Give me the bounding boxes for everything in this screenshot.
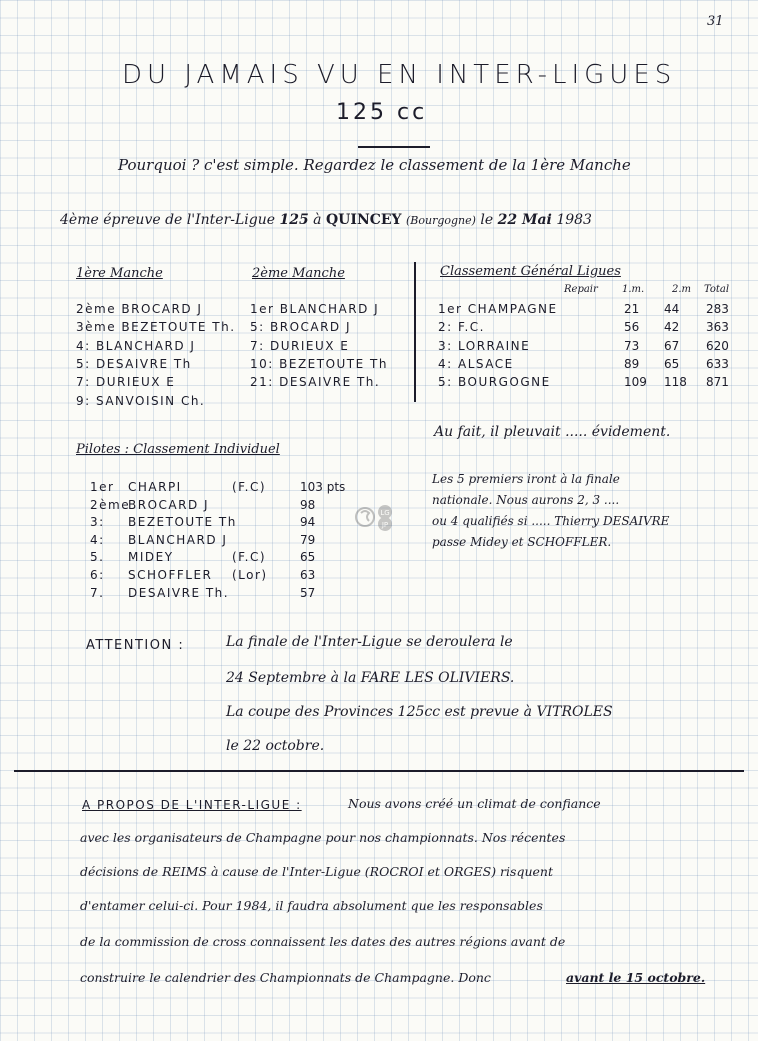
qualify-line: ou 4 qualifiés si ..... Thierry DESAIVRE [432,514,670,528]
pilot-name: BEZETOUTE Th [128,515,237,530]
pilot-points: 103 pts [300,480,346,494]
event-region: (Bourgogne) [406,214,476,227]
svg-text:JP: JP [381,521,389,529]
manche1-row: 4: BLANCHARD J [76,338,196,353]
pilot-rank: 5. [90,550,105,565]
manche2-row: 10: BEZETOUTE Th [250,356,388,371]
qualify-line: Les 5 premiers iront à la finale [432,472,620,486]
pilot-club: (Lor) [232,568,268,582]
title-divider [358,146,430,148]
pilot-points: 63 [300,568,316,582]
general-col-total: Total [704,284,730,295]
apropos-line: d'entamer celui-ci. Pour 1984, il faudra absolument que les responsables [80,898,543,913]
qualify-line: passe Midey et SCHOFFLER. [432,535,612,549]
general-row-m2: 67 [664,338,680,353]
pilot-points: 79 [300,532,316,547]
general-row-name: 3: LORRAINE [438,338,531,353]
attention-line: 24 Septembre à la FARE LES OLIVIERS. [226,670,515,686]
manche2-row: 5: BROCARD J [250,320,352,335]
general-heading: Classement Général Ligues [440,264,621,279]
pilot-name: MIDEY [128,550,174,565]
event-line [60,212,592,228]
column-divider [414,262,416,402]
general-row-total: 633 [706,356,729,371]
event-prefix: 4ème épreuve de l'Inter-Ligue [60,212,276,228]
general-row-total: 363 [706,320,729,335]
qualify-line: nationale. Nous aurons 2, 3 .... [432,493,620,507]
event-le: le [480,212,494,228]
general-row-m1: 21 [624,302,640,316]
apropos-line: Nous avons créé un climat de confiance [348,796,601,811]
general-row-m1: 109 [624,375,647,390]
manche2-row: 1er BLANCHARD J [250,302,380,316]
pilot-name: DESAIVRE Th. [128,585,230,600]
pilot-points: 98 [300,497,316,512]
general-row-name: 5: BOURGOGNE [438,375,551,390]
pilot-rank: 4: [90,532,105,547]
general-row-m2: 65 [664,356,680,371]
pilot-points: 57 [300,585,316,600]
general-row-m1: 73 [624,338,640,353]
general-col-m2: 2.m [672,284,692,295]
general-row-total: 283 [706,302,729,316]
general-row-name: 4: ALSACE [438,356,514,371]
pilot-name: SCHOFFLER [128,568,213,582]
general-col-m1: 1.m. [622,284,645,295]
apropos-deadline: avant le 15 octobre. [566,970,706,985]
pilot-rank: 3: [90,515,105,530]
manche2-heading: 2ème Manche [252,266,345,281]
manche1-row: 7: DURIEUX E [76,375,176,390]
apropos-line: avec les organisateurs de Champagne pour nos championnats. Nos récentes [80,830,566,845]
general-row-total: 620 [706,338,729,353]
general-row-m1: 89 [624,356,640,371]
rain-note: Au fait, il pleuvait ..... évidement. [434,424,671,440]
attention-line: La finale de l'Inter-Ligue se deroulera le [226,634,513,650]
pilots-heading: Pilotes : Classement Individuel [76,442,280,457]
page-title: DU JAMAIS VU EN INTER-LIGUES [122,60,677,90]
intro-text: Pourquoi ? c'est simple. Regardez le classement de la 1ère Manche [118,156,631,174]
section-divider [14,770,744,772]
pilot-rank: 7. [90,585,105,600]
page-number: 31 [707,14,724,29]
pilot-rank: 1er [90,480,115,494]
event-place: QUINCEY [325,212,402,228]
event-cc: 125 [279,212,309,228]
attention-line: le 22 octobre. [226,738,325,754]
pilot-rank: 6: [90,568,105,582]
general-row-m2: 42 [664,320,680,335]
apropos-line: décisions de REIMS à cause de l'Inter-Ligue (ROCROI et ORGES) risquent [80,864,553,879]
attention-label: ATTENTION : [86,638,185,653]
svg-text:LG: LG [380,509,390,517]
general-row-m1: 56 [624,320,640,335]
pilot-name: BLANCHARD J [128,532,228,547]
event-a: à [313,212,322,228]
apropos-line: de la commission de cross connaissent les dates des autres régions avant de [80,934,566,949]
manche1-row: 3ème BEZETOUTE Th. [76,320,236,335]
general-row-m2: 118 [664,375,687,390]
pilot-points: 94 [300,515,316,530]
attention-line: La coupe des Provinces 125cc est prevue à VITROLES [226,704,613,720]
manche1-row: 9: SANVOISIN Ch. [76,393,206,408]
watermark-logo [355,503,401,531]
pilot-name: BROCARD J [128,497,210,512]
pilot-rank: 2ème [90,497,131,512]
general-row-m2: 44 [664,302,680,316]
general-row-name: 1er CHAMPAGNE [438,302,558,316]
general-row-total: 871 [706,375,729,390]
pilot-club: (F.C) [232,550,267,565]
manche1-heading: 1ère Manche [76,266,163,281]
manche1-row: 2ème BROCARD J [76,302,203,316]
general-row-name: 2: F.C. [438,320,485,335]
page-subtitle: 125 cc [336,100,428,125]
pilot-points: 65 [300,550,316,565]
apropos-label: A PROPOS DE L'INTER-LIGUE : [82,798,302,812]
manche1-row: 5: DESAIVRE Th [76,356,192,371]
pilot-club: (F.C) [232,480,267,494]
manche2-row: 7: DURIEUX E [250,338,350,353]
event-year: 1983 [556,212,592,228]
general-col-repair: Repair [564,284,598,295]
manche2-row: 21: DESAIVRE Th. [250,375,381,390]
pilot-name: CHARPI [128,480,182,494]
apropos-line: construire le calendrier des Championnats de Champagne. Donc [80,970,491,985]
event-date: 22 Mai [497,212,552,228]
